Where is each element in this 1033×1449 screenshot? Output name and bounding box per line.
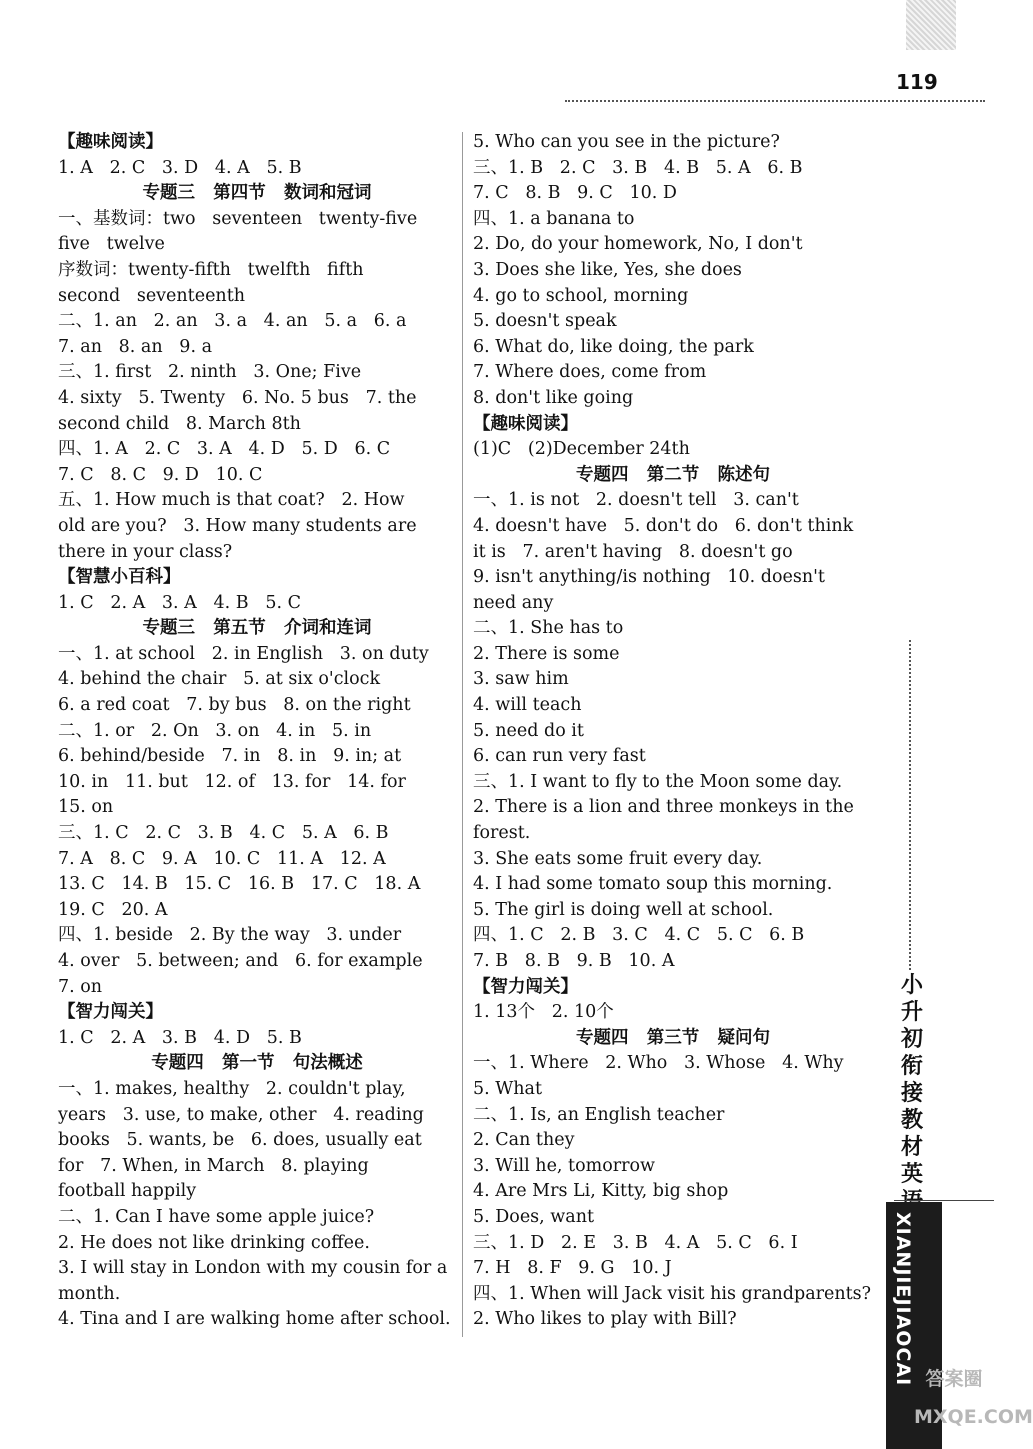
answer-line: 9. isn't anything/is nothing 10. doesn't [473, 567, 825, 588]
answer-line: 4. behind the chair 5. at six o'clock [58, 669, 381, 690]
answer-line: 2. He does not like drinking coffee. [58, 1232, 370, 1253]
answer-line: 三、1. I want to fly to the Moon some day. [473, 771, 843, 792]
answer-line: 7. on [58, 976, 103, 997]
answer-line: 2. There is a lion and three monkeys in the [473, 797, 854, 818]
answer-line: 四、1. When will Jack visit his grandparents? [473, 1283, 872, 1304]
answer-line: 7. C 8. C 9. D 10. C [58, 464, 263, 485]
section-heading: 专题三 第四节 数词和冠词 [142, 183, 372, 204]
answer-line: 三、1. D 2. E 3. B 4. A 5. C 6. I [473, 1232, 798, 1253]
answer-line: years 3. use, to make, other 4. reading [58, 1104, 424, 1125]
side-title-char: 衔 [900, 1054, 923, 1079]
answer-line: 一、1. makes, healthy 2. couldn't play, [58, 1078, 406, 1099]
answer-line: 5. Does, want [473, 1206, 595, 1227]
subsection-heading: 【智慧小百科】 [58, 567, 181, 588]
section-heading: 专题四 第三节 疑问句 [575, 1027, 771, 1048]
answer-line: 1. A 2. C 3. D 4. A 5. B [58, 157, 302, 178]
answer-line: 4. Are Mrs Li, Kitty, big shop [473, 1181, 729, 1202]
answer-line: 1. 13个 2. 10个 [473, 1002, 614, 1023]
answer-line: 4. doesn't have 5. don't do 6. don't think [473, 515, 854, 536]
answer-line: 五、1. How much is that coat? 2. How [58, 490, 405, 511]
column-divider [462, 132, 463, 1337]
answer-line: 2. Who likes to play with Bill? [473, 1309, 737, 1330]
answer-line: 7. B 8. B 9. B 10. A [473, 951, 675, 971]
answer-line: (1)C (2)December 24th [473, 439, 690, 460]
answer-line: 四、1. beside 2. By the way 3. under [58, 925, 402, 946]
side-title-char: 接 [900, 1081, 923, 1106]
answer-line: 2. There is some [473, 643, 620, 664]
answer-line: 6. What do, like doing, the park [473, 336, 754, 357]
answer-line: 5. doesn't speak [473, 311, 617, 332]
answer-line: 4. over 5. between; and 6. for example [58, 951, 423, 971]
answer-line: 一、1. at school 2. in English 3. on duty [58, 643, 429, 664]
answer-line: 二、1. Can I have some apple juice? [58, 1206, 375, 1227]
answer-line: 5. Who can you see in the picture? [473, 132, 780, 152]
answer-line: books 5. wants, be 6. does, usually eat [58, 1130, 422, 1151]
answer-line: 7. an 8. an 9. a [58, 336, 212, 357]
answer-line: 1. C 2. A 3. A 4. B 5. C [58, 592, 301, 613]
answer-line: 1. C 2. A 3. B 4. D 5. B [58, 1027, 302, 1048]
left-column [58, 130, 456, 1333]
answer-line: it is 7. aren't having 8. doesn't go [473, 541, 793, 562]
answer-line: 三、1. B 2. C 3. B 4. B 5. A 6. B [473, 157, 803, 178]
header-dotted-rule [565, 100, 985, 102]
side-rule [894, 1200, 994, 1201]
answer-line: need any [473, 592, 554, 613]
subsection-heading: 【趣味阅读】 [473, 413, 578, 434]
answer-line: 二、1. Is, an English teacher [473, 1104, 725, 1125]
subsection-heading: 【趣味阅读】 [58, 132, 163, 152]
section-heading: 专题四 第二节 陈述句 [575, 464, 771, 485]
answer-line: second seventeenth [58, 285, 246, 306]
answer-line: second child 8. March 8th [58, 413, 301, 434]
side-dotted-rule [909, 640, 911, 970]
answer-line: football happily [58, 1181, 197, 1202]
answer-line: 7. A 8. C 9. A 10. C 11. A 12. A [58, 848, 386, 869]
right-column [473, 130, 873, 1333]
answer-line: 序数词：twenty-fifth twelfth fifth [58, 259, 364, 280]
side-pinyin: XIANJIEJIAOCAI [892, 1212, 914, 1387]
answer-line: 4. will teach [473, 695, 582, 716]
side-title-char: 初 [900, 1027, 923, 1052]
answer-line: 19. C 20. A [58, 899, 168, 920]
answer-line: 3. Will he, tomorrow [473, 1155, 655, 1176]
answer-line: 3. saw him [473, 669, 569, 690]
side-title-char: 教 [900, 1108, 923, 1133]
answer-line: 5. need do it [473, 720, 584, 741]
answer-line: 7. Where does, come from [473, 362, 707, 383]
answer-line: five twelve [58, 234, 165, 255]
side-title-char: 英 [900, 1162, 923, 1187]
answer-line: 4. Tina and I are walking home after school. [58, 1309, 451, 1330]
answer-line: 4. sixty 5. Twenty 6. No. 5 bus 7. the [58, 387, 417, 408]
answer-line: 三、1. C 2. C 3. B 4. C 5. A 6. B [58, 823, 389, 844]
answer-line: 4. go to school, morning [473, 285, 689, 306]
answer-line: 6. a red coat 7. by bus 8. on the right [58, 695, 411, 716]
answer-line: 3. She eats some fruit every day. [473, 848, 763, 869]
answer-line: 3. Does she like, Yes, she does [473, 259, 742, 280]
section-heading: 专题三 第五节 介词和连词 [142, 618, 372, 639]
answer-line: 2. Do, do your homework, No, I don't [473, 234, 803, 255]
page-number: 119 [896, 70, 938, 94]
corner-texture [906, 0, 956, 50]
subsection-heading: 【智力闯关】 [473, 976, 578, 997]
answer-line: 5. The girl is doing well at school. [473, 899, 774, 920]
answer-line: 四、1. a banana to [473, 208, 635, 229]
answer-line: 8. don't like going [473, 387, 634, 408]
answer-line: 6. can run very fast [473, 746, 646, 767]
answer-line: 7. C 8. B 9. C 10. D [473, 183, 677, 204]
answer-line: 10. in 11. but 12. of 13. for 14. for [58, 771, 406, 792]
answer-line: month. [58, 1283, 121, 1304]
answer-line: 二、1. She has to [473, 618, 624, 639]
answer-line: 三、1. first 2. ninth 3. One; Five [58, 362, 362, 383]
answer-line: there in your class? [58, 541, 233, 562]
answer-line: 4. I had some tomato soup this morning. [473, 874, 833, 895]
answer-line: 2. Can they [473, 1130, 575, 1151]
answer-line: 一、基数词：two seventeen twenty-five [58, 208, 418, 229]
side-book-title [897, 972, 927, 1215]
answer-line: 二、1. an 2. an 3. a 4. an 5. a 6. a [58, 311, 407, 332]
answer-line: 13. C 14. B 15. C 16. B 17. C 18. A [58, 874, 421, 895]
answer-line: old are you? 3. How many students are [58, 515, 417, 536]
answer-line: for 7. When, in March 8. playing [58, 1155, 369, 1176]
answer-line: 7. H 8. F 9. G 10. J [473, 1258, 672, 1279]
side-title-char: 小 [900, 973, 923, 998]
answer-line: 一、1. Where 2. Who 3. Whose 4. Why [473, 1053, 844, 1074]
answer-line: forest. [473, 823, 531, 844]
watermark-logo: 答案圈 MXQE.COM [914, 1368, 1033, 1428]
answer-line: 5. What [473, 1078, 542, 1099]
side-title-char: 材 [900, 1135, 923, 1160]
answer-line: 3. I will stay in London with my cousin for a [58, 1258, 448, 1279]
answer-line: 四、1. A 2. C 3. A 4. D 5. D 6. C [58, 439, 391, 460]
answer-line: 一、1. is not 2. doesn't tell 3. can't [473, 490, 799, 511]
subsection-heading: 【智力闯关】 [58, 1002, 163, 1023]
side-title-char: 升 [900, 1000, 923, 1025]
answer-line: 15. on [58, 797, 114, 818]
answer-line: 6. behind/beside 7. in 8. in 9. in; at [58, 746, 402, 767]
answer-line: 四、1. C 2. B 3. C 4. C 5. C 6. B [473, 925, 805, 946]
section-heading: 专题四 第一节 句法概述 [151, 1053, 363, 1074]
answer-line: 二、1. or 2. On 3. on 4. in 5. in [58, 720, 372, 741]
